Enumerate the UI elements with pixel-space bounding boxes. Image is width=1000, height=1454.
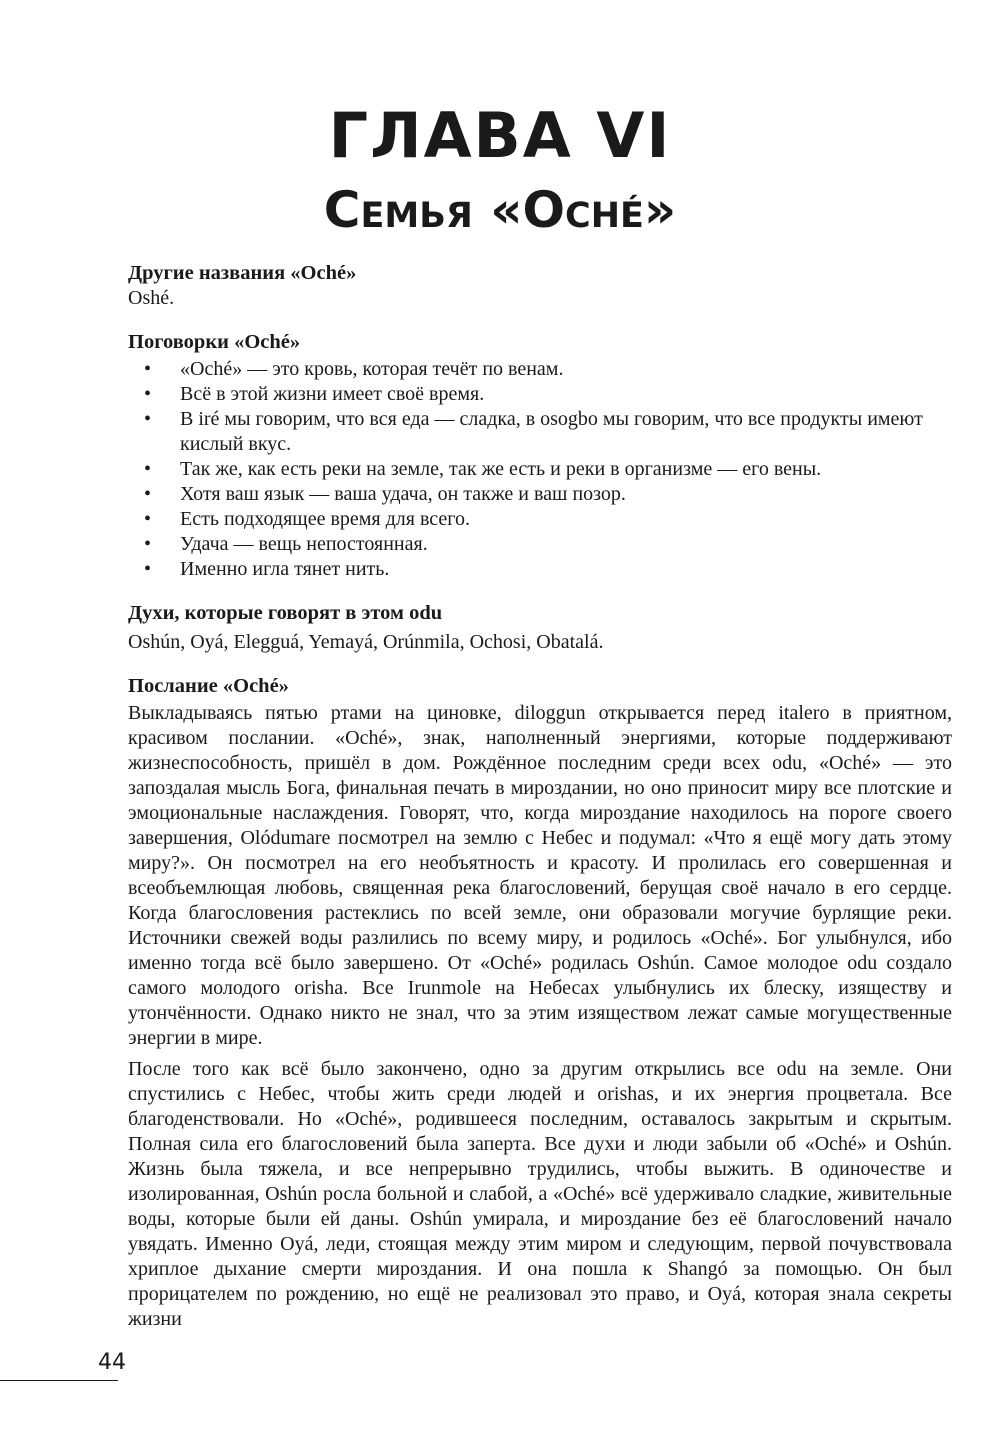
- saying-text: «Oché» — это кровь, которая течёт по венам.: [180, 358, 564, 380]
- saying-text: Именно игла тянет нить.: [180, 558, 390, 580]
- saying-text: Удача — вещь непостоянная.: [180, 533, 428, 555]
- saying-text: В iré мы говорим, что вся еда — сладка, в osogbo мы говорим, что все продукты имеют кислый вкус.: [180, 408, 923, 455]
- list-item: [128, 382, 952, 407]
- list-item: [128, 407, 952, 457]
- bullet-icon: •: [144, 533, 152, 555]
- spirits-text: Oshún, Oyá, Elegguá, Yemayá, Orúnmila, Ochosi, Obatalá.: [128, 631, 604, 653]
- list-item: [128, 557, 952, 582]
- saying-text: Так же, как есть реки на земле, так же есть и реки в организме — его вены.: [180, 458, 822, 480]
- bullet-icon: •: [144, 408, 152, 430]
- chapter-subtitle: Семья «Oché»: [323, 181, 677, 239]
- saying-text: Есть подходящее время для всего.: [180, 508, 471, 530]
- other-names-text: Oshé.: [128, 287, 175, 309]
- list-item: [128, 357, 952, 382]
- message-paragraph-2: После того как всё было закончено, одно за другим открылись все odu на земле. Они спустились с Небес, чтобы жить среди людей и orishas, и их энергия процветала. Все благоденствовали. Но «Oché», родившееся последним, оставалось закрытым и скрытым. Полная сила его благословений была заперта. Все духи и люди забыли об «Oché» и Oshún. Жизнь была тяжела, и все непрерывно трудились, чтобы выжить. В одиночестве и изолированная, Oshún росла больной и слабой, а «Oché» всё удерживало сладкие, живительные воды, которые были ей даны. Oshún умирала, и мироздание без её благословений начало увядать. Именно Oyá, леди, стоящая между этим миром и следующим, первой почувствовала хриплое дыхание смерти мироздания. И она пошла к Shangó за помощью. Он был прорицателем по рождению, но ещё не реализовал это право, и Oyá, которая знала секреты жизни: [128, 1058, 952, 1330]
- saying-text: Хотя ваш язык — ваша удача, он также и ваш позор.: [180, 483, 626, 505]
- bullet-icon: •: [144, 508, 152, 530]
- bullet-icon: •: [144, 483, 152, 505]
- footer-rule: [0, 1380, 118, 1381]
- sayings-heading: Поговорки «Oché»: [128, 331, 301, 353]
- page-content: [128, 260, 952, 1332]
- list-item: [128, 457, 952, 482]
- sayings-list: [128, 357, 952, 582]
- list-item: [128, 532, 952, 557]
- page-number: 44: [98, 1350, 126, 1375]
- other-names-heading: Другие названия «Oché»: [128, 262, 357, 284]
- chapter-title: ГЛАВА VI: [328, 99, 672, 172]
- list-item: [128, 507, 952, 532]
- bullet-icon: •: [144, 358, 152, 380]
- spirits-heading: Духи, которые говорят в этом odu: [128, 602, 443, 624]
- bullet-icon: •: [144, 383, 152, 405]
- bullet-icon: •: [144, 458, 152, 480]
- saying-text: Всё в этой жизни имеет своё время.: [180, 383, 485, 405]
- bullet-icon: •: [144, 558, 152, 580]
- message-paragraph-1: Выкладываясь пятью ртами на циновке, diloggun открывается перед italero в приятном, красивом послании. «Oché», знак, наполненный энергиями, которые поддерживают жизнеспособность, пришёл в дом. Рождённое последним среди всех odu, «Oché» — это запоздалая мысль Бога, финальная печать в мироздании, но оно приносит миру все плотские и эмоциональные наслаждения. Говорят, что, когда мироздание находилось на пороге своего завершения, Olódumare посмотрел на землю с Небес и подумал: «Что я ещё могу дать этому миру?». Он посмотрел на его необъятность и красоту. И пролилась его совершенная и всеобъемлющая любовь, священная река благословений, берущая своё начало в его сердце. Когда благословения растеклись по всей земле, они образовали могучие бурлящие реки. Источники свежей воды разлились по всему миру, и родилось «Oché». Бог улыбнулся, ибо именно тогда всё было завершено. От «Oché» родилась Oshún. Самое молодое odu создало самого молодого orisha. Все Irunmole на Небесах улыбнулись их блеску, изяществу и утончённости. Однако никто не знал, что за этим изяществом лежат самые могущественные энергии в мире.: [128, 702, 952, 1049]
- message-heading: Послание «Oché»: [128, 675, 289, 697]
- list-item: [128, 482, 952, 507]
